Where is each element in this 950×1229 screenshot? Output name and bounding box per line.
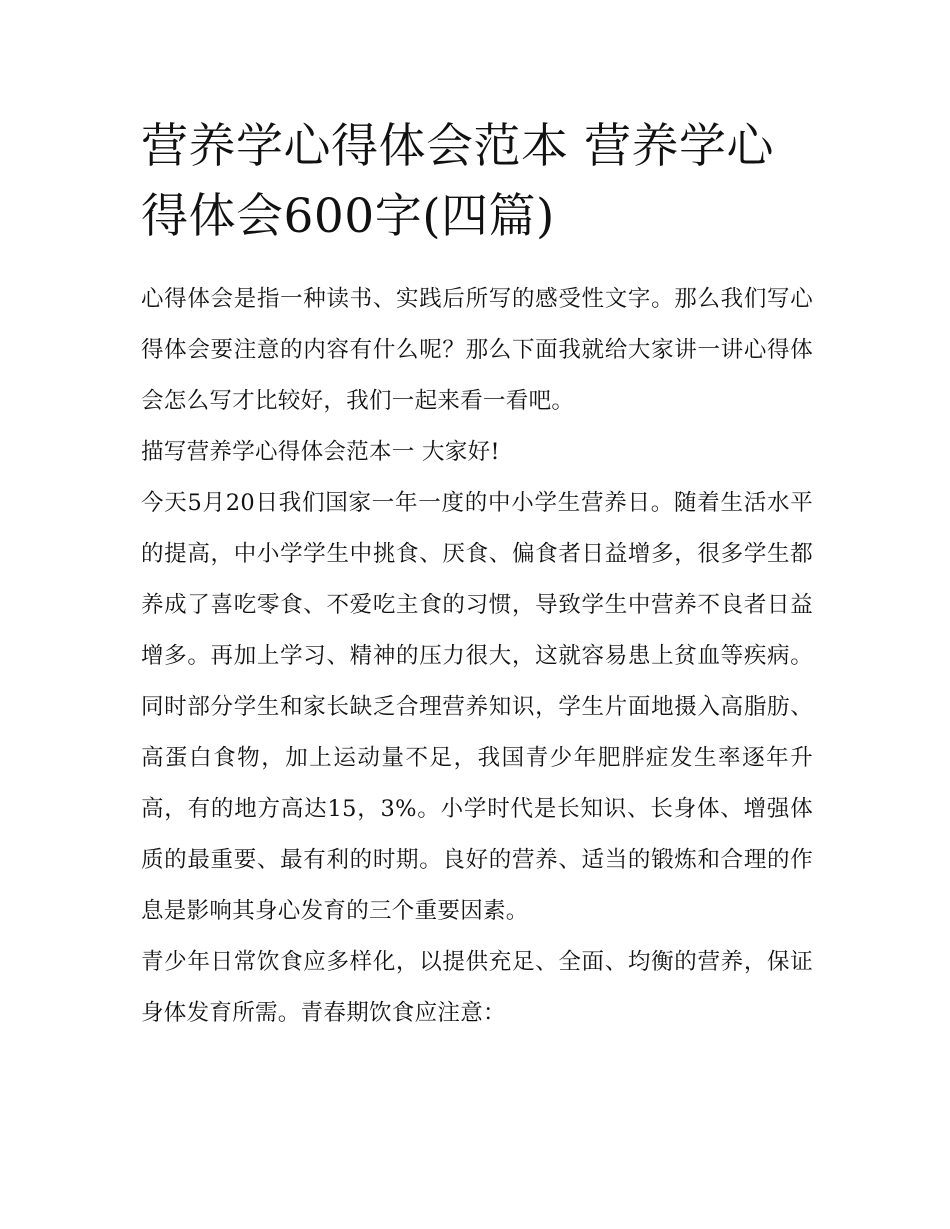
body-paragraph: 青少年日常饮食应多样化，以提供充足、全面、均衡的营养，保证身体发育所需。青春期饮食应注意： — [141, 949, 813, 1026]
document-page — [141, 112, 813, 1039]
section-heading-paragraph: 描写营养学心得体会范本一 大家好! — [141, 439, 500, 465]
document-body — [141, 274, 813, 1039]
intro-paragraph: 心得体会是指一种读书、实践后所写的感受性文字。那么我们写心得体会要注意的内容有什么呢？那么下面我就给大家讲一讲心得体会怎么写才比较好，我们一起来看一看吧。 — [141, 286, 813, 414]
document-title: 营养学心得体会范本 营养学心得体会600字(四篇) — [141, 119, 774, 244]
body-paragraph: 今天5月20日我们国家一年一度的中小学生营养日。随着生活水平的提高，中小学学生中挑食、厌食、偏食者日益增多，很多学生都养成了喜吃零食、不爱吃主食的习惯，导致学生中营养不良者日益增多。再加上学习、精神的压力很大，这就容易患上贫血等疾病。同时部分学生和家长缺乏合理营养知识，学生片面地摄入高脂肪、高蛋白食物，加上运动量不足，我国青少年肥胖症发生率逐年升高，有的地方高达15，3%。小学时代是长知识、长身体、增强体质的最重要、最有利的时期。良好的营养、适当的锻炼和合理的作息是影响其身心发育的三个重要因素。 — [141, 490, 813, 924]
